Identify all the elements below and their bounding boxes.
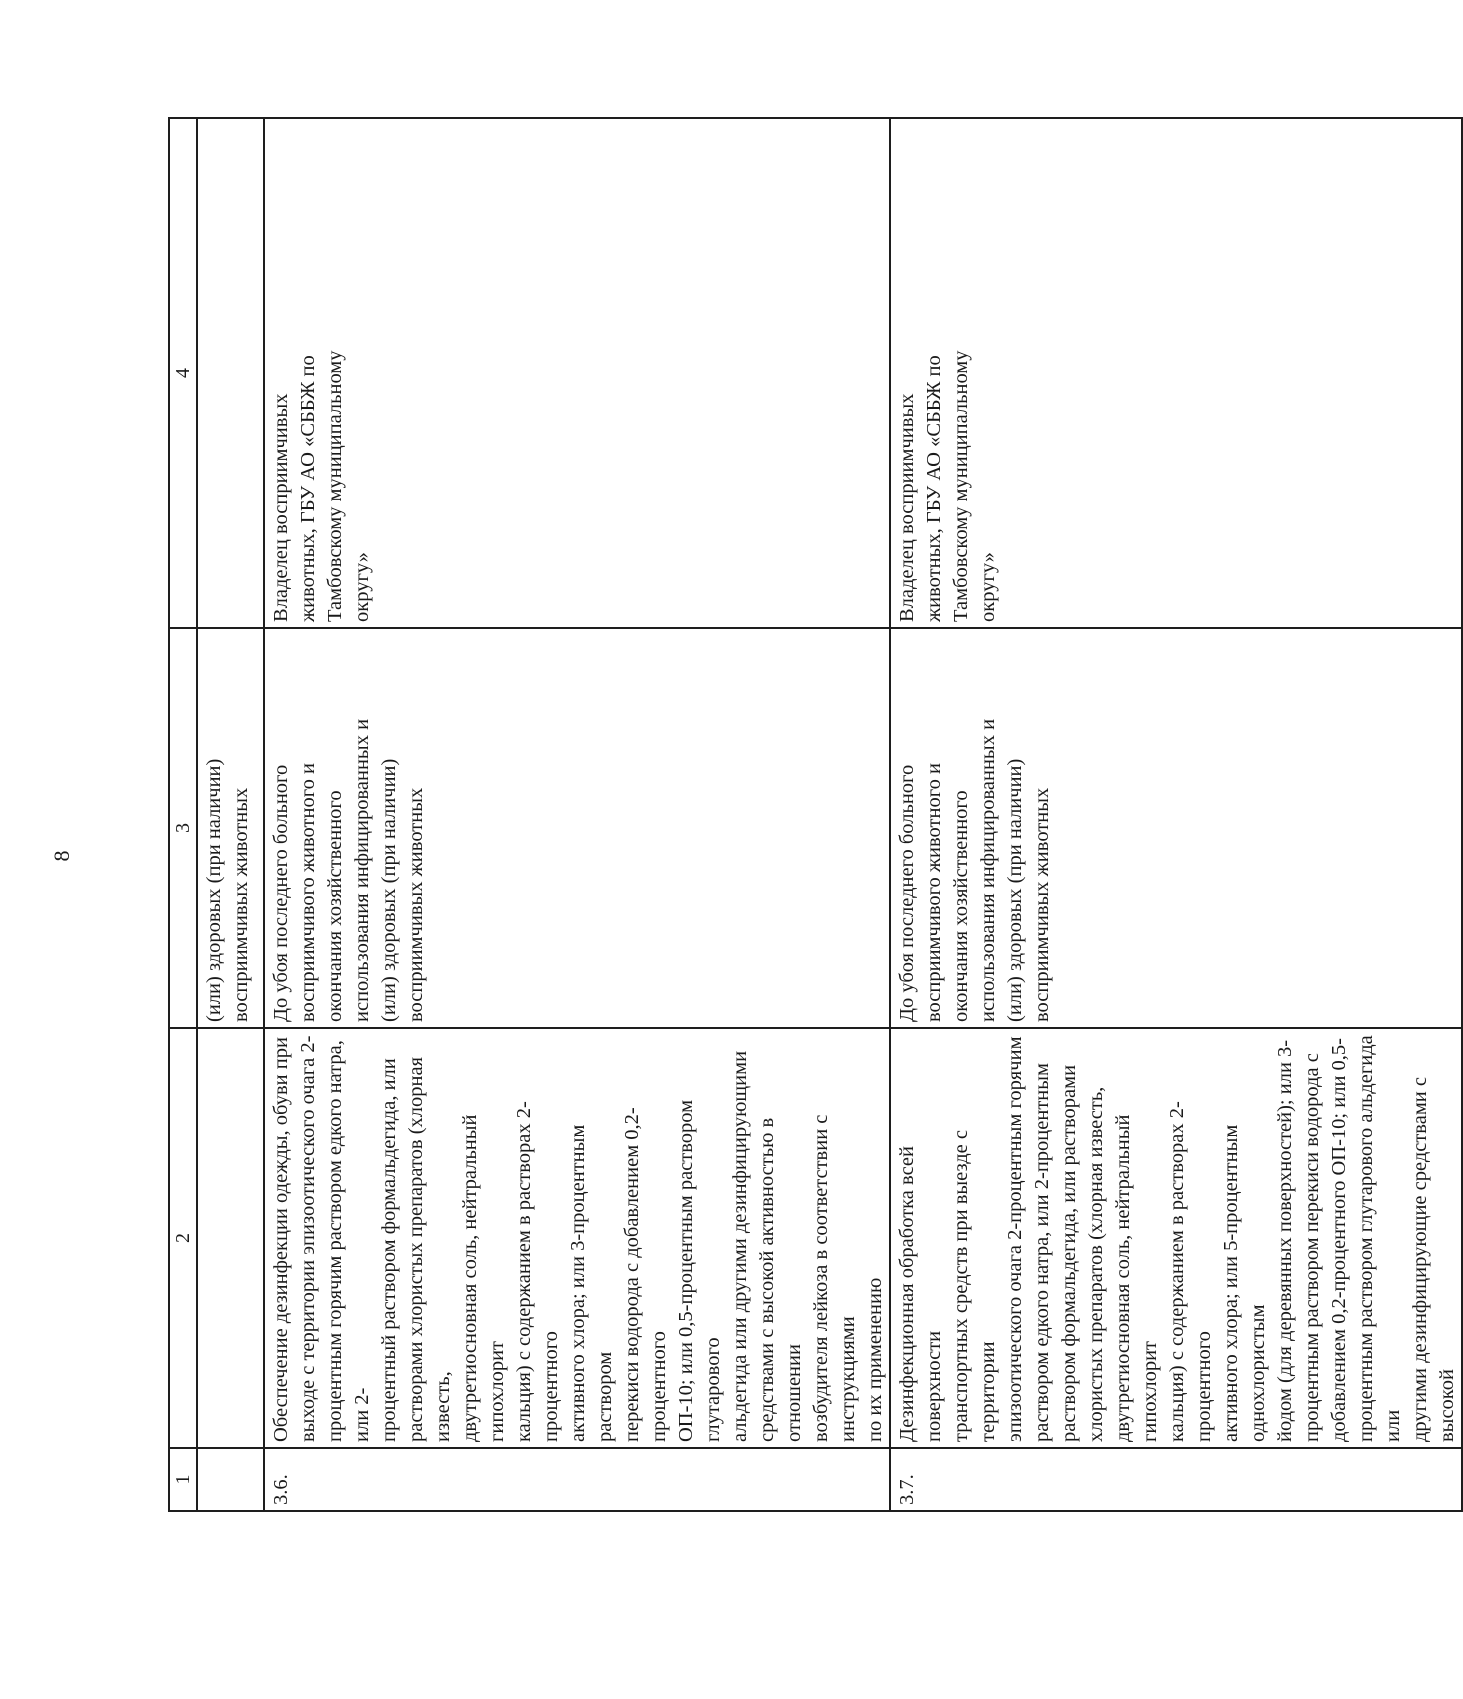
term-cell: (или) здоровых (при наличии) восприимчивых животных — [197, 628, 264, 1028]
responsible-cell: Владелец восприимчивых животных, ГБУ АО «СББЖ по Тамбовскому муниципальному округу» — [890, 118, 1462, 628]
table-cell — [197, 1448, 264, 1511]
measure-cell: Дезинфекционная обработка всей поверхности транспортных средств при выезде с территории эпизоотического очага 2-процентным горячим раствором едкого натра, или 2-процентным раствором формальдегида, или растворами хлористых препаратов (хлорная известь, двутретиосновная соль, нейтральный гипохлорит кальция) с содержанием в растворах 2-процентного активного хлора; или 5-процентным однохлористым йодом (для деревянных поверхностей); или 3- процентным раствором перекиси водорода с добавлением 0,2-процентного ОП-10; или 0,5- процентным раствором глутарового альдегида или другими дезинфицирующие средствами с высокой — [890, 1028, 1462, 1448]
header-cell: 1 — [169, 1448, 197, 1511]
measures-table — [168, 117, 1463, 1512]
rotated-table-container — [168, 117, 1458, 1512]
term-cell: До убоя последнего больного восприимчивого животного и окончания хозяйственного использования инфицированных и (или) здоровых (при наличии) восприимчивых животных — [890, 628, 1462, 1028]
table-cell — [197, 1028, 264, 1448]
continuation-row — [197, 118, 264, 1511]
term-cell: До убоя последнего больного восприимчивого животного и окончания хозяйственного использования инфицированных и (или) здоровых (при наличии) восприимчивых животных — [264, 628, 890, 1028]
responsible-cell: Владелец восприимчивых животных, ГБУ АО «СББЖ по Тамбовскому муниципальному округу» — [264, 118, 890, 628]
header-cell: 3 — [169, 628, 197, 1028]
table-cell — [197, 118, 264, 628]
header-cell: 4 — [169, 118, 197, 628]
row-number-cell: 3.6. — [264, 1448, 890, 1511]
page-number: 8 — [49, 850, 74, 862]
header-cell: 2 — [169, 1028, 197, 1448]
table-header-row — [169, 118, 197, 1511]
row-number-cell: 3.7. — [890, 1448, 1462, 1511]
measure-cell: Обеспечение дезинфекции одежды, обуви при выходе с территории эпизоотического очага 2- процентным горячим раствором едкого натра, или 2- процентный раствором формальдегида, или растворами хлористых препаратов (хлорная известь, двутретиосновная соль, нейтральный гипохлорит кальция) с содержанием в растворах 2-процентного активного хлора; или 3-процентным раствором перекиси водорода с добавлением 0,2-процентного ОП-10; или 0,5-процентным раствором глутарового альдегида или другими дезинфицирующими средствами с высокой активностью в отношении возбудителя лейкоза в соответствии с инструкциями по их применению — [264, 1028, 890, 1448]
table-row — [890, 118, 1462, 1511]
table-row — [264, 118, 890, 1511]
